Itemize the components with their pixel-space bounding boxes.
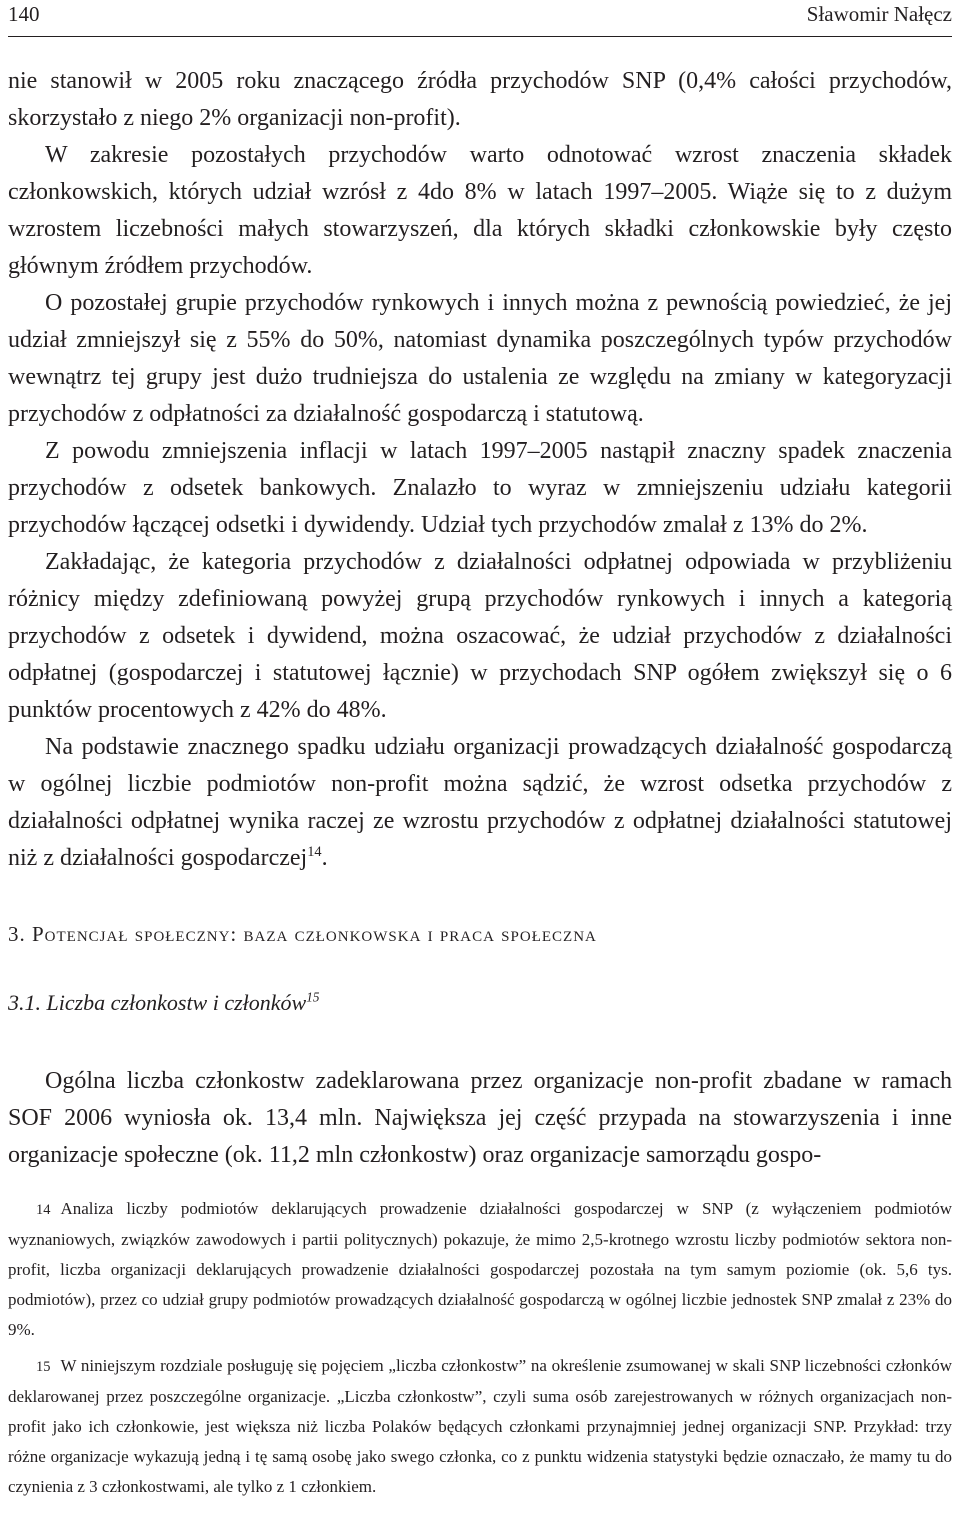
subsection-heading: 3.1. Liczba członkostw i członków	[8, 990, 307, 1015]
paragraph: W zakresie pozostałych przychodów warto odnotować wzrost znaczenia składek członkowskich, których udział wzrósł z 4do 8% w latach 1997–2005. Wiąże się to z dużym wzrostem liczebności małych stowarzyszeń, dla których składki członkowskie były często głównym źródłem przychodów.	[8, 142, 952, 279]
running-header-author: Sławomir Nałęcz	[806, 2, 952, 26]
paragraph: O pozostałej grupie przychodów rynkowych i innych można z pewnością powiedzieć, że jej udział zmniejszył się z 55% do 50%, natomiast dynamika poszczególnych typów przychodów wewnątrz tej grupy jest dużo trudniejsza do ustalenia ze względu na zmiany w kategoryzacji przychodów z odpłatności za działalność gospodarczą i statutową.	[8, 290, 952, 427]
footnote-number: 15	[36, 1359, 51, 1375]
footnote-number: 14	[36, 1202, 51, 1218]
subsection-heading-wrapper	[8, 990, 319, 1016]
paragraph: Ogólna liczba członkostw zadeklarowana przez organizacje non-profit zbadane w ramach SOF 2006 wyniosła ok. 13,4 mln. Największa jej część przypada na stowarzyszenia i inne organizacje społeczne (ok. 11,2 mln członkostw) oraz organizacje samorządu gospo-	[8, 1068, 952, 1168]
paragraph: Zakładając, że kategoria przychodów z działalności odpłatnej odpowiada w przybliżeniu różnicy między zdefiniowaną powyżej grupą przychodów rynkowych i innych a kategorią przychodów z odsetek i dywidend, można oszacować, że udział przychodów z działalności odpłatnej (gospodarczej i statutowej łącznie) w przychodach SNP ogółem zwiększył się o 6 punktów procentowych z 42% do 48%.	[8, 549, 952, 723]
paragraph-with-footnote: Na podstawie znacznego spadku udziału organizacji prowadzących działalność gospodarczą w ogólnej liczbie podmiotów non-profit można sądzić, że wzrost odsetka przychodów z działalności odpłatnej wynika raczej ze wzrostu przychodów z odpłatnej działalności statutowej niż z działalności gospodarczej$^{14}$.	[8, 734, 952, 871]
paragraph: Na podstawie znacznego spadku udziału organizacji prowadzących działalność gospodarczą w ogólnej liczbie podmiotów non-profit można sądzić, że wzrost odsetka przychodów z działalności odpłatnej wynika raczej ze wzrostu przychodów z odpłatnej działalności statutowej niż z działalności gospodarczej	[8, 734, 952, 871]
section-heading: 3. Potencjał społeczny: baza członkowska i praca społeczna	[8, 922, 597, 946]
footnote-text: Analiza liczby podmiotów deklarujących prowadzenie działalności gospodarczej w SNP (z wyłączeniem podmiotów wyznaniowych, związków zawodowych i partii politycznych) pokazuje, że mimo 2,5-krotnego wzrostu liczby podmiotów sektora non-profit, liczba organizacji deklarujących prowadzenie działalności gospodarczej pozostała na tym samym poziomie (ok. 5,6 tys. podmiotów), przez co udział grupy podmiotów prowadzących działalność gospodarczą w ogólnej liczbie jednostek SNP zmalał z 23% do 9%.	[8, 1199, 952, 1339]
footnote	[8, 1351, 952, 1502]
paragraph: nie stanowił w 2005 roku znaczącego źródła przychodów SNP (0,4% całości przychodów, skorzystało z niego 2% organizacji non-profit).	[8, 68, 952, 131]
footnote	[8, 1194, 952, 1345]
footnote-ref: 14	[307, 844, 322, 860]
footnote-text: W niniejszym rozdziale posługuję się pojęciem „liczba członkostw” na określenie zsumowanej w skali SNP liczebności członków deklarowanej przez poszczególne organizacje. „Liczba członkostw”, czyli suma osób zarejestrowanych w różnych organizacjach non-profit jako ich członkowie, jest większa niż liczba Polaków będących członkami przynajmniej jednej organizacji SNP. Przykład: trzy różne organizacje wykazują jedną i tę samą osobę jako swego członka, co z punktu widzenia statystyki będzie oznaczało, że mamy tu do czynienia z 3 członkostwami, ale tylko z 1 członkiem.	[8, 1356, 952, 1496]
body-text	[8, 63, 952, 877]
running-header	[8, 0, 952, 37]
body-text-continued	[8, 1063, 952, 1174]
footnote-ref: 15	[306, 989, 320, 1005]
footnotes	[8, 1194, 952, 1502]
page-number: 140	[8, 2, 40, 26]
paragraph: Z powodu zmniejszenia inflacji w latach 1997–2005 nastąpił znaczny spadek znaczenia przychodów z odsetek bankowych. Znalazło to wyraz w zmniejszeniu udziału kategorii przychodów łączącej odsetki i dywidendy. Udział tych przychodów zmalał z 13% do 2%.	[8, 438, 952, 538]
